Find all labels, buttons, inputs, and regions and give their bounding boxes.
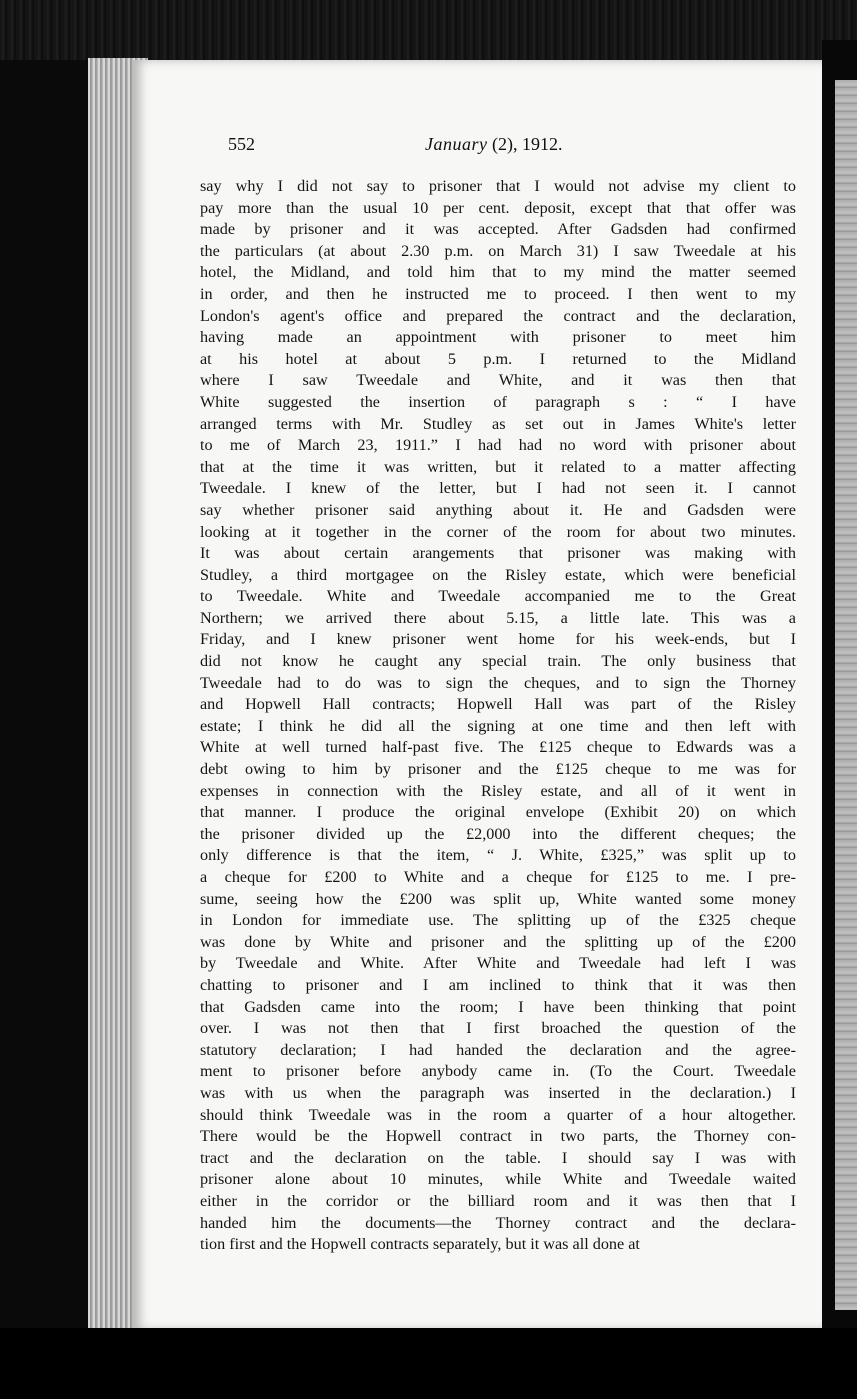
text-line: where I saw Tweedale and White, and it was then that [200,371,796,390]
text-line: hotel, the Midland, and told him that to my mind the matter seemed [200,263,796,282]
text-line: should think Tweedale was in the room a quarter of a hour altogether. [200,1105,796,1124]
text-line: the particulars (at about 2.30 p.m. on March 31) I saw Tweedale at his [200,241,796,260]
text-line: the prisoner divided up the £2,000 into the different cheques; the [200,824,796,843]
text-line: either in the corridor or the billiard room and it was then that I [200,1191,796,1210]
text-line: over. I was not then that I first broached the question of the [200,1019,796,1038]
text-line: tion first and the Hopwell contracts separately, but it was all done at [200,1235,640,1254]
text-line: London's agent's office and prepared the contract and the declaration, [200,306,796,325]
text-line: that at the time it was written, but it related to a matter affecting [200,457,796,476]
text-line: It was about certain arangements that prisoner was making with [200,544,796,563]
page-number: 552 [228,134,255,154]
text-line: Tweedale had to do was to sign the cheques, and to sign the Thorney [200,673,796,692]
text-line: was with us when the paragraph was inserted in the declaration.) I [200,1083,796,1102]
text-line: was done by White and prisoner and the splitting up of the £200 [200,932,796,951]
text-line: tract and the declaration on the table. I should say I was with [200,1148,796,1167]
scan-background-bottom [0,1328,857,1399]
text-line: statutory declaration; I had handed the declaration and the agree- [200,1040,796,1059]
text-line: in order, and then he instructed me to proceed. I then went to my [200,284,796,303]
text-line: sume, seeing how the £200 was split up, White wanted some money [200,889,796,908]
text-line: pay more than the usual 10 per cent. deposit, except that that offer was [200,198,796,217]
body-text [200,176,796,1256]
text-line: Northern; we arrived there about 5.15, a little late. This was a [200,608,796,627]
text-line: expenses in connection with the Risley estate, and all of it went in [200,781,796,800]
facing-page-edge [835,80,857,1310]
text-line: having made an appointment with prisoner to meet him [200,328,796,347]
text-line: to me of March 23, 1911.” I had had no word with prisoner about [200,436,796,455]
text-line: a cheque for £200 to White and a cheque for £125 to me. I pre- [200,868,796,886]
text-line: estate; I think he did all the signing at one time and then left with [200,716,796,735]
text-line: at his hotel at about 5 p.m. I returned to the Midland [200,349,796,368]
text-line: to Tweedale. White and Tweedale accompanied me to the Great [200,587,796,606]
text-line: Studley, a third mortgagee on the Risley estate, which were beneficial [200,565,796,584]
text-line: There would be the Hopwell contract in two parts, the Thorney con- [200,1127,796,1146]
text-line: that Gadsden came into the room; I have been thinking that point [200,997,796,1016]
text-line: that manner. I produce the original envelope (Exhibit 20) on which [200,803,796,822]
running-head-date: (2), 1912. [491,134,563,154]
text-line: Friday, and I knew prisoner went home for his week-ends, but I [200,630,796,649]
text-line: and Hopwell Hall contracts; Hopwell Hall was part of the Risley [200,695,796,714]
scan-background-top [0,0,857,60]
text-line: handed him the documents—the Thorney contract and the declara- [200,1213,796,1232]
running-head [425,134,562,155]
text-line: only difference is that the item, “ J. White, £325,” was split up to [200,846,796,865]
text-line: White at well turned half-past five. The £125 cheque to Edwards was a [200,738,796,757]
text-line: arranged terms with Mr. Studley as set out in James White's letter [200,414,796,433]
text-line: debt owing to him by prisoner and the £125 cheque to me was for [200,760,796,779]
text-line: in London for immediate use. The splitting up of the £325 cheque [200,911,796,930]
running-head-month: January [425,134,488,154]
text-line: by Tweedale and White. After White and Tweedale had left I was [200,954,796,973]
text-line: Tweedale. I knew of the letter, but I had not seen it. I cannot [200,479,796,498]
text-line: say whether prisoner said anything about it. He and Gadsden were [200,500,796,519]
text-line: say why I did not say to prisoner that I would not advise my client to [200,177,796,195]
text-line: prisoner alone about 10 minutes, while White and Tweedale waited [200,1170,796,1189]
text-line: did not know he caught any special train. The only business that [200,652,796,671]
text-line: White suggested the insertion of paragraph s : “ I have [200,392,796,411]
text-line: looking at it together in the corner of the room for about two minutes. [200,522,796,541]
text-line: chatting to prisoner and I am inclined to think that it was then [200,975,796,994]
text-line: made by prisoner and it was accepted. After Gadsden had confirmed [200,220,796,239]
text-line: ment to prisoner before anybody came in. (To the Court. Tweedale [200,1062,796,1081]
